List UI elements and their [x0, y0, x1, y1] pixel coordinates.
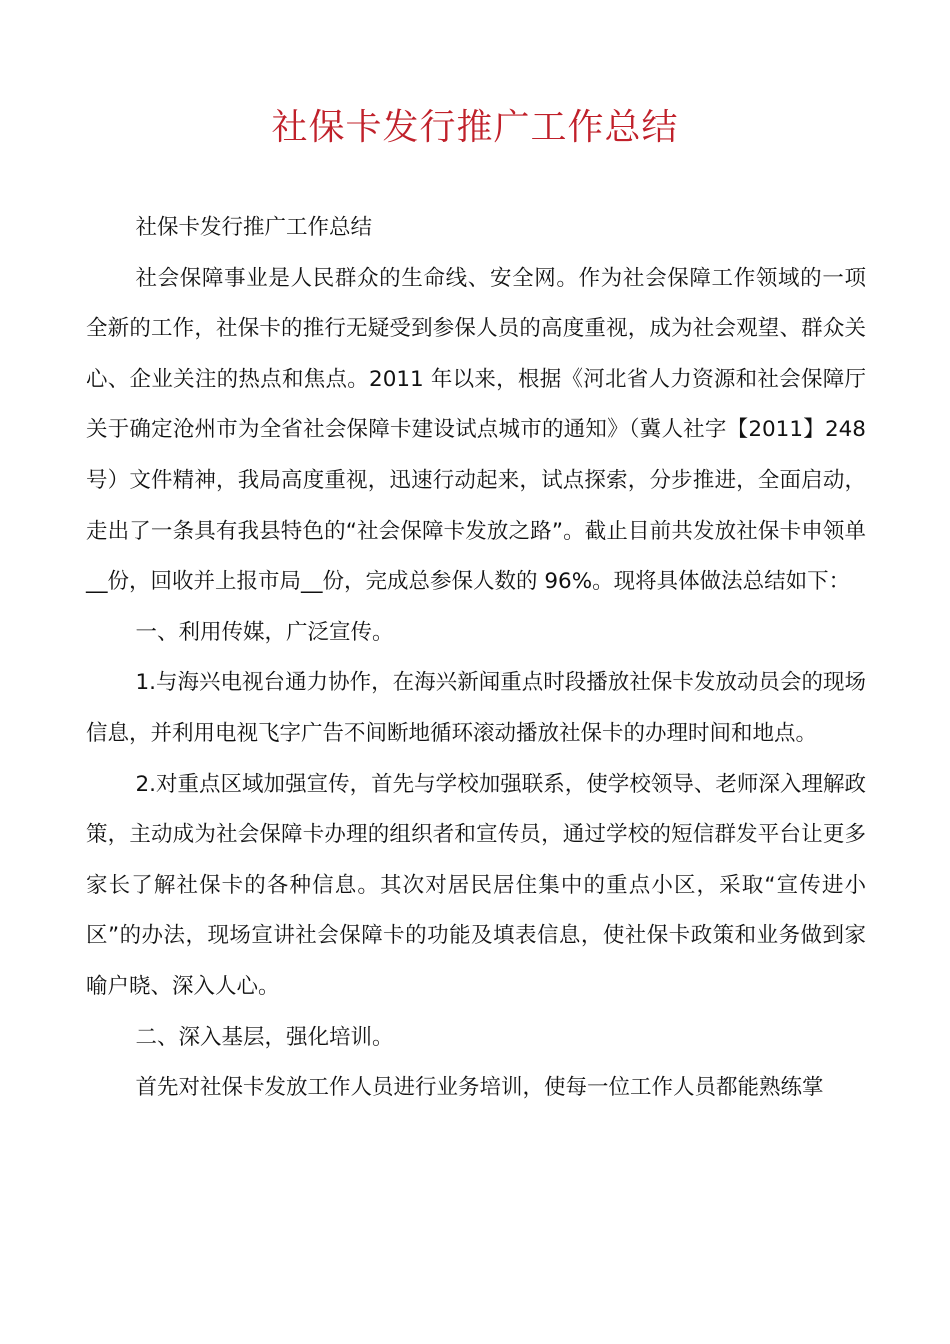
document-title: 社保卡发行推广工作总结 [271, 107, 679, 148]
training-paragraph: 首先对社保卡发放工作人员进行业务培训，使每一位工作人员都能熟练掌 [135, 1075, 824, 1101]
item-paragraph-2: 2.对重点区域加强宣传，首先与学校加强联系，使学校领导、老师深入理解政策，主动成为社会保障卡办理的组织者和宣传员，通过学校的短信群发平台让更多家长了解社保卡的各种信息。其次对居民居住集中的重点小区，采取“宣传进小区”的办法，现场宣讲社会保障卡的功能及填表信息，使社保卡政策和业务做到家喻户晓、深入人心。 [86, 771, 866, 999]
section-heading-1: 一、利用传媒，广泛宣传。 [135, 619, 394, 645]
document-body [86, 203, 873, 1114]
subtitle-paragraph: 社保卡发行推广工作总结 [135, 215, 372, 240]
item-paragraph-1: 1.与海兴电视台通力协作，在海兴新闻重点时段播放社保卡发放动员会的现场信息，并利用电视飞字广告不间断地循环滚动播放社保卡的办理时间和地点。 [86, 670, 866, 746]
intro-paragraph: 社会保障事业是人民群众的生命线、安全网。作为社会保障工作领域的一项全新的工作，社保卡的推行无疑受到参保人员的高度重视，成为社会观望、群众关心、企业关注的热点和焦点。2011 年以来，根据《河北省人力资源和社会保障厅关于确定沧州市为全省社会保障卡建设试点城市的通知》（冀人社字【2011】248 号）文件精神，我局高度重视，迅速行动起来，试点探索，分步推进，全面启动，走出了一条具有我县特色的“社会保障卡发放之路”。截止目前共发放社保卡申领单__份，回收并上报市局__份，完成总参保人数的 96%。现将具体做法总结如下： [86, 265, 873, 595]
section-heading-2: 二、深入基层，强化培训。 [135, 1024, 394, 1050]
